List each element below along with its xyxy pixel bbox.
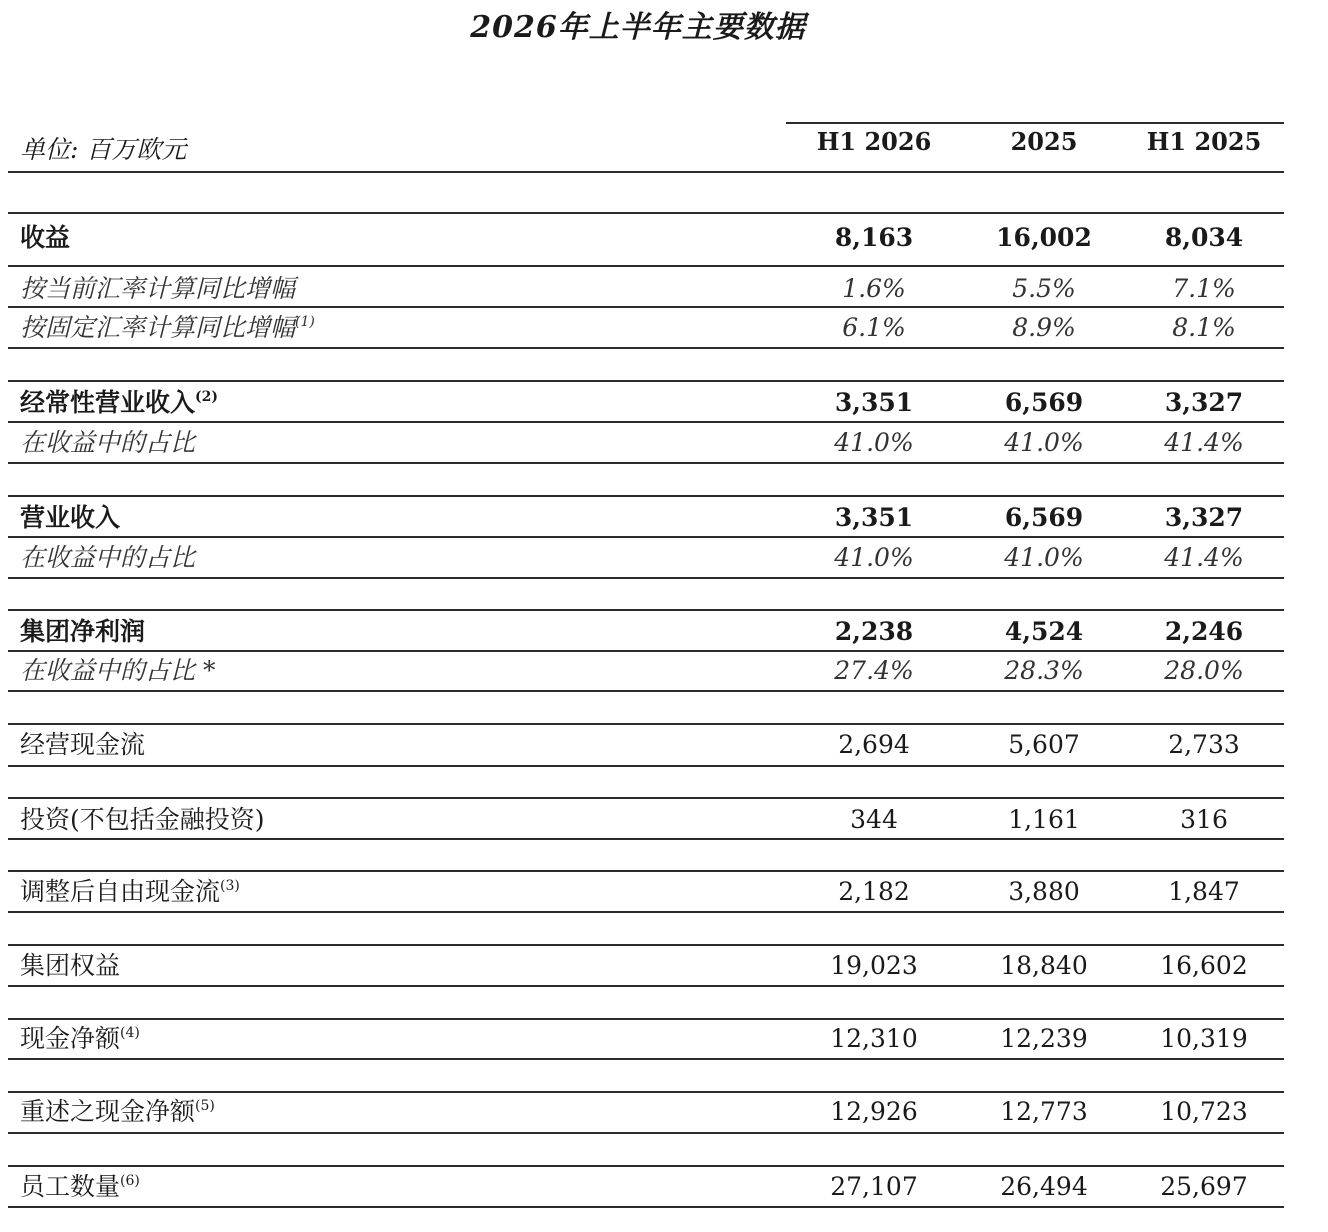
row-label: 营业收入 xyxy=(20,503,121,532)
row-label: 经常性营业收入$^{(2)}$ xyxy=(20,388,219,417)
row-label: 重述之现金净额$^{(5)}$ xyxy=(20,1097,215,1126)
page-title: 2026年上半年主要数据 xyxy=(470,10,806,45)
cell-value: 8.1% xyxy=(1172,313,1236,342)
row-label: 在收益中的占比 xyxy=(20,428,196,457)
cell-value: 6,569 xyxy=(1004,503,1084,532)
row-label: 员工数量$^{(6)}$ xyxy=(20,1172,140,1201)
cell-value: 27,107 xyxy=(830,1172,918,1201)
table-rule xyxy=(8,985,1284,987)
row-label: 在收益中的占比 * xyxy=(20,656,216,685)
table-row xyxy=(8,612,1284,652)
cell-value: 3,351 xyxy=(834,388,914,417)
row-label: 调整后自由现金流$^{(3)}$ xyxy=(20,877,240,906)
cell-value: 1,161 xyxy=(1008,805,1080,834)
cell-value: 2,694 xyxy=(838,730,910,759)
table-rule xyxy=(8,265,1284,267)
cell-value: 6,569 xyxy=(1004,388,1084,417)
cell-value: 344 xyxy=(850,805,898,834)
cell-value: 4,524 xyxy=(1004,617,1084,646)
unit-label: 单位: 百万欧元 xyxy=(20,135,187,164)
row-label: 投资(不包括金融投资) xyxy=(20,805,265,834)
table-row xyxy=(8,651,1284,691)
table-row xyxy=(8,308,1284,348)
table-row xyxy=(8,218,1284,258)
column-header-2025: 2025 xyxy=(1010,127,1078,156)
cell-value: 2,238 xyxy=(834,617,914,646)
cell-value: 2,246 xyxy=(1164,617,1244,646)
cell-value: 41.0% xyxy=(1004,543,1084,572)
cell-value: 316 xyxy=(1180,805,1228,834)
table-rule xyxy=(8,380,1284,382)
row-label: 在收益中的占比 xyxy=(20,543,196,572)
cell-value: 1,847 xyxy=(1168,877,1240,906)
cell-value: 5.5% xyxy=(1012,274,1076,303)
cell-value: 41.4% xyxy=(1164,428,1244,457)
table-rule xyxy=(8,838,1284,840)
table-row xyxy=(8,1019,1284,1059)
row-label: 现金净额$^{(4)}$ xyxy=(20,1024,140,1053)
cell-value: 16,602 xyxy=(1160,951,1248,980)
cell-value: 3,327 xyxy=(1164,388,1244,417)
cell-value: 12,310 xyxy=(830,1024,918,1053)
table-row xyxy=(8,1092,1284,1132)
cell-value: 41.4% xyxy=(1164,543,1244,572)
table-row xyxy=(8,383,1284,423)
cell-value: 6.1% xyxy=(842,313,906,342)
table-rule xyxy=(8,1206,1284,1208)
row-label: 集团权益 xyxy=(20,951,121,980)
cell-value: 28.3% xyxy=(1004,656,1084,685)
table-rule xyxy=(8,577,1284,579)
row-label: 按固定汇率计算同比增幅$^{(1)}$ xyxy=(20,313,315,342)
table-rule xyxy=(8,462,1284,464)
cell-value: 5,607 xyxy=(1008,730,1080,759)
row-label: 经营现金流 xyxy=(20,730,146,759)
table-row xyxy=(8,872,1284,912)
cell-value: 2,182 xyxy=(838,877,910,906)
table-row xyxy=(8,269,1284,309)
cell-value: 12,773 xyxy=(1000,1097,1088,1126)
cell-value: 10,723 xyxy=(1160,1097,1248,1126)
cell-value: 3,880 xyxy=(1008,877,1080,906)
cell-value: 10,319 xyxy=(1160,1024,1248,1053)
cell-value: 7.1% xyxy=(1172,274,1236,303)
cell-value: 2,733 xyxy=(1168,730,1240,759)
cell-value: 3,351 xyxy=(834,503,914,532)
table-row xyxy=(8,1167,1284,1207)
cell-value: 28.0% xyxy=(1164,656,1244,685)
column-header-h1-2025: H1 2025 xyxy=(1146,127,1262,156)
cell-value: 3,327 xyxy=(1164,503,1244,532)
table-row xyxy=(8,423,1284,463)
cell-value: 19,023 xyxy=(830,951,918,980)
table-rule xyxy=(8,797,1284,799)
cell-value: 1.6% xyxy=(842,274,906,303)
row-label: 收益 xyxy=(20,223,71,252)
cell-value: 26,494 xyxy=(1000,1172,1088,1201)
table-rule xyxy=(8,765,1284,767)
table-rule xyxy=(8,690,1284,692)
cell-value: 8,163 xyxy=(834,223,914,252)
cell-value: 12,239 xyxy=(1000,1024,1088,1053)
cell-value: 16,002 xyxy=(996,223,1092,252)
cell-value: 41.0% xyxy=(1004,428,1084,457)
header-row xyxy=(8,127,1284,170)
cell-value: 41.0% xyxy=(834,428,914,457)
table-row xyxy=(8,538,1284,578)
table-row xyxy=(8,725,1284,765)
cell-value: 27.4% xyxy=(834,656,914,685)
cell-value: 8.9% xyxy=(1012,313,1076,342)
row-label: 集团净利润 xyxy=(20,617,146,646)
table-row xyxy=(8,800,1284,840)
column-header-h1-2026: H1 2026 xyxy=(816,127,932,156)
table-rule xyxy=(8,347,1284,349)
table-rule xyxy=(8,212,1284,214)
table-rule xyxy=(8,495,1284,497)
table-row xyxy=(8,946,1284,986)
table-rule xyxy=(8,1058,1284,1060)
cell-value: 41.0% xyxy=(834,543,914,572)
cell-value: 12,926 xyxy=(830,1097,918,1126)
table-row xyxy=(8,498,1284,538)
table-rule xyxy=(8,609,1284,611)
cell-value: 18,840 xyxy=(1000,951,1088,980)
table-rule xyxy=(8,1132,1284,1134)
cell-value: 25,697 xyxy=(1160,1172,1248,1201)
cell-value: 8,034 xyxy=(1164,223,1244,252)
header-bottom-rule xyxy=(8,171,1284,173)
row-label: 按当前汇率计算同比增幅 xyxy=(20,274,296,303)
table-rule xyxy=(8,911,1284,913)
